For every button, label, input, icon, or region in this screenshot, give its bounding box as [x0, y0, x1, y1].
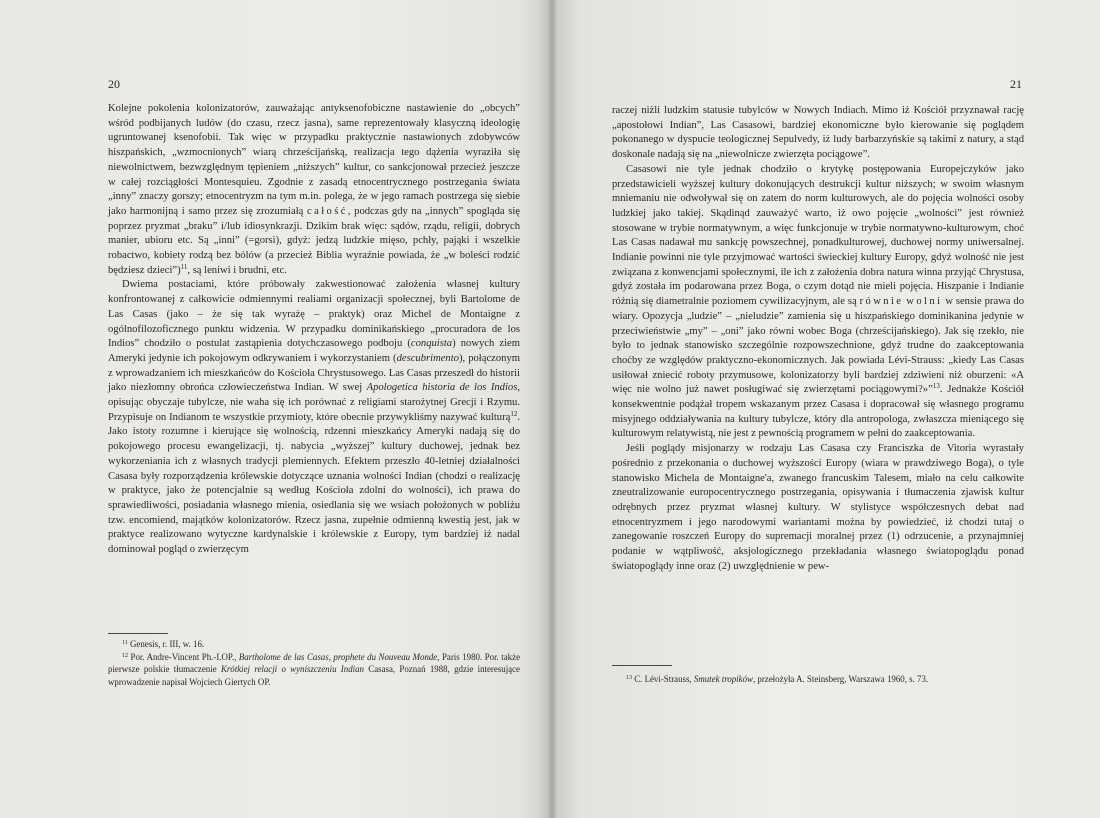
spaced-emphasis: wolni: [906, 296, 943, 308]
spaced-emphasis: całość: [306, 205, 348, 217]
paragraph: [108, 102, 520, 278]
spaced-emphasis: równie: [859, 296, 904, 308]
italic-text: Bartholome de las Casas, prophete du Nouveau Monde: [238, 651, 438, 662]
footnotes: [612, 673, 1024, 686]
italic-text: Krótkiej relacji o wyniszczeniu Indian: [220, 664, 364, 675]
page-body: [612, 104, 1024, 575]
footnote-ref: 13: [626, 675, 632, 681]
footnote-separator: [108, 633, 168, 634]
text-run: , przełożyła A. Steinsberg, Warszawa 1960, s. 73.: [752, 674, 929, 684]
footnote: [108, 638, 520, 651]
text-run: raczej niżli ludzkim statusie tubylców w Nowych Indiach. Mimo iż Kościół przyznawał rację „apostołowi Indian”, Las Casasowi, bardziej ekonomiczne było kierowanie się poglądem pokonanego w dyspucie teologicznej Sepulvedy, iż ludy barbarzyńskie są takimi z natury, a stąd doskonale nadają się na „niewolnicze zwierzęta pociągowe”.: [612, 105, 1024, 161]
footnote-ref: 11: [180, 262, 188, 271]
book-gutter: [548, 0, 556, 818]
footnote: [108, 651, 520, 689]
footnote-ref: 12: [122, 652, 128, 659]
text-run: w sensie prawa do wiary. Opozycja „ludzie” – „nieludzie” zamienia się u hiszpańskiego dominikanina jedynie w przeciwieństwie „my” – „oni” jako równi wobec Boga (chrześcijańskiego). Jak się rzekło, nie było to jednak stanowisko szczególnie rozpowszechnione, gdyż trudne do zaakceptowania choćby ze względów praktyczno-ekonomicznych. Jak powiada Lévi-Strauss: „kiedy Las Casas usiłował zniecić roboty przymusowe, kolonizatorzy byli bardziej zdziwieni niż oburzeni: «A więc nie wolno już nawet posługiwać się zwierzętami pociągowymi?»”: [612, 296, 1024, 396]
italic-text: descubrimento: [396, 352, 459, 364]
page-number: 20: [108, 77, 120, 91]
text-run: ) nowych ziem Ameryki jedynie ich pokojowym odkrywaniem i wykorzystaniem (: [108, 338, 520, 364]
italic-text: Smutek tropików: [693, 674, 753, 684]
text-run: . Jednakże Kościół konsekwentnie podążał tropem wskazanym przez Casasa i dopracował się własnego programu misyjnego oddziaływania na kultury tubylcze, który dla antropologa, zwłaszcza mieniącego się kulturowym relatywistą, nie jest z pewnością programem w pełni do zaakceptowania.: [612, 384, 1024, 440]
right-page: [552, 0, 1100, 818]
footnote-ref: 11: [122, 640, 128, 646]
footnote-separator: [612, 665, 672, 666]
footnote: [612, 673, 1024, 686]
footnote-ref: 12: [510, 409, 518, 418]
page-number: 21: [1010, 77, 1022, 91]
text-run: , są leniwi i brudni, etc.: [187, 264, 287, 276]
text-run: Casasa, Poznań 1988, gdzie interesujące wprowadzenie napisał Wojciech Giertych OP.: [108, 664, 520, 687]
text-run: , podczas gdy na „innych” spogląda się poprzez pryzmat „braku” i/lub idiosynkrazji. Dzikim brak więc: sądów, rządu, religii, dobrych manier, ubioru etc. Są „inni” (=gorsi), gdyż: jedzą ludzkie mięso, pchły, pająki i wszelkie robactwo, kobiety rodzą bez bólów (a przecież Biblia wyraźnie powiada, że „w boleści rodzić będziesz dzieci”): [108, 205, 520, 276]
page-body: [108, 102, 520, 558]
footnote-ref: 13: [932, 382, 940, 391]
footnotes: [108, 638, 520, 688]
text-run: Kolejne pokolenia kolonizatorów, zauważając antyksenofobiczne nastawienie do „obcych” wśród podbijanych ludów (do czasu, rzecz jasna), same reprezentowały klasyczną ideologię ugruntowanej ksenofobii. Tak więc w przypadku praktycznie nastawionych zdobywców hiszpańskich, „wzmocnionych” wiarą chrześcijańską, realizacja tego dążenia wyraziła się niewolnictwem, bezwzględnym tępieniem „niższych” kultur, co sankcjonował przecież jeszcze w całej rozciągłości Montesquieu. Zgodnie z zasadą etnocentrycznego postrzegania świata „inny” znaczy gorszy; etnocentryzm na tym m.in. polega, że w jego ramach postrzega się siebie jako harmonijną i samo przez się zrozumiałą: [108, 103, 520, 217]
text-run: Casasowi nie tyle jednak chodziło o krytykę postępowania Europejczyków jako przedstawicieli wyższej kultury dokonujących destrukcji kultur niższych; w swoim własnym mniemaniu nie odwoływał się on zatem do norm kulturowych, ale do pojęcia wolności osoby ludzkiej jako takiej. Skądinąd zauważyć warto, iż owo pojęcie „wolności” jest również stosowane w trybie normatywnym, a więc funkcjonuje w trybie normatywno-kulturowym, choć Las Casas nadawał mu sankcję powszechnej, ponadkulturowej, duchowej normy uniwersalnej. Indianie powinni nie tyle przyjmować wartości świeckiej kultury Europy, gdyż wolność nie jest związana z konwencjami społecznymi, ile ich z założenia dobra natura winna przyjąć Chrystusa, gdyż została im podarowana przez Boga, o czym dotąd nie mieli pojęcia. Hiszpanie i Indianie różnią się diametralnie poziomem cywilizacyjnym, ale są: [612, 163, 1024, 308]
text-run: Genesis, r. III, w. 16.: [127, 639, 205, 649]
paragraph: [612, 163, 1024, 442]
text-run: Dwiema postaciami, które próbowały zakwestionować założenia własnej kultury konfrontowanej z całkowicie odmiennymi realiami organizacji społecznej, byli Bartolome de Las Casas (jako – że się tak wyrażę – praktyk) oraz Michel de Montaigne z ogólnofilozoficznego punktu widzenia. W przypadku dominikańskiego „procuradora de los Indios” chodziło o postulat zastąpienia dotychczasowego podboju (: [108, 279, 520, 350]
text-run: C. Lévi-Strauss,: [632, 674, 694, 684]
text-run: . Jako istoty rozumne i kierujące się wolnością, rdzenni mieszkańcy Ameryki nadają się do pokojowego procesu ewangelizacji, tj. nabycia „wyższej” kultury duchowej, jednak bez wykorzeniania ich z własnych tradycji plemiennych. Efektem przeszło 40-letniej działalności Casasa były rozporządzenia królewskie dotyczące uznania wolności Indian (chodzi o realizację w praktyce, jako że potencjalnie są według Kościoła zdolni do wolności), ich prawa do sprawiedliwości, posiadania własnego mienia, osiedlania się we wsiach położonych w pobliżu tzw. encomiend, majątków kolonizatorów. Rzecz jasna, zupełnie odmienną kwestią jest, jak w praktyce realizowano wytyczne kardynalskie i królewskie z Europy, tym bardziej iż nadal dominował pogląd o zwierzęcym: [108, 411, 520, 556]
italic-text: conquista: [410, 338, 453, 350]
text-run: Por. Andre-Vincent Ph.-I.OP.,: [128, 651, 239, 662]
text-run: ), połączonym z wprowadzaniem ich mieszkańców do Kościoła Chrystusowego. Las Casas przeszedł do historii jako niezłomny obrońca człowieczeństwa Indian. W swej: [108, 352, 520, 394]
paragraph: [108, 278, 520, 557]
paragraph: [612, 442, 1024, 574]
text-run: , opisując obyczaje tubylcze, nie waha się ich porównać z religiami starożytnej Grecji i Rzymu. Przypisuje on Indianom te wszystkie przymioty, które obecnie przywykliśmy nazywać kulturą: [108, 382, 520, 423]
text-run: Jeśli poglądy misjonarzy w rodzaju Las Casasa czy Franciszka de Vitoria wyrastały pośrednio z przekonania o duchowej wyższości Europy (wiara w prawdziwego Boga), o tyle stanowisko Michela de Montaigne'a, zwanego francuskim Talesem, miało na celu całkowite zneutralizowanie europocentrycznego postrzegania, opisywania i tłumaczenia zjawisk kultur odrębnych przez pryzmat własnej kultury. W stylistyce współczesnych debat nad etnocentryzmem i jego narodowymi wariantami można by powiedzieć, iż chodzi tutaj o zanegowanie roszczeń Europy do supremacji moralnej przez (1) odrzucenie, a przynajmniej podanie w wątpliwość, aksjologicznego przekładania własnego światopoglądu ponad światopoglądy inne oraz (2) uwzględnienie w pew-: [612, 443, 1024, 572]
text-run: , Paris 1980. Por. także pierwsze polskie tłumaczenie: [108, 651, 521, 675]
paragraph: [612, 104, 1024, 163]
italic-text: Apologetica historia de los Indios: [366, 382, 518, 394]
